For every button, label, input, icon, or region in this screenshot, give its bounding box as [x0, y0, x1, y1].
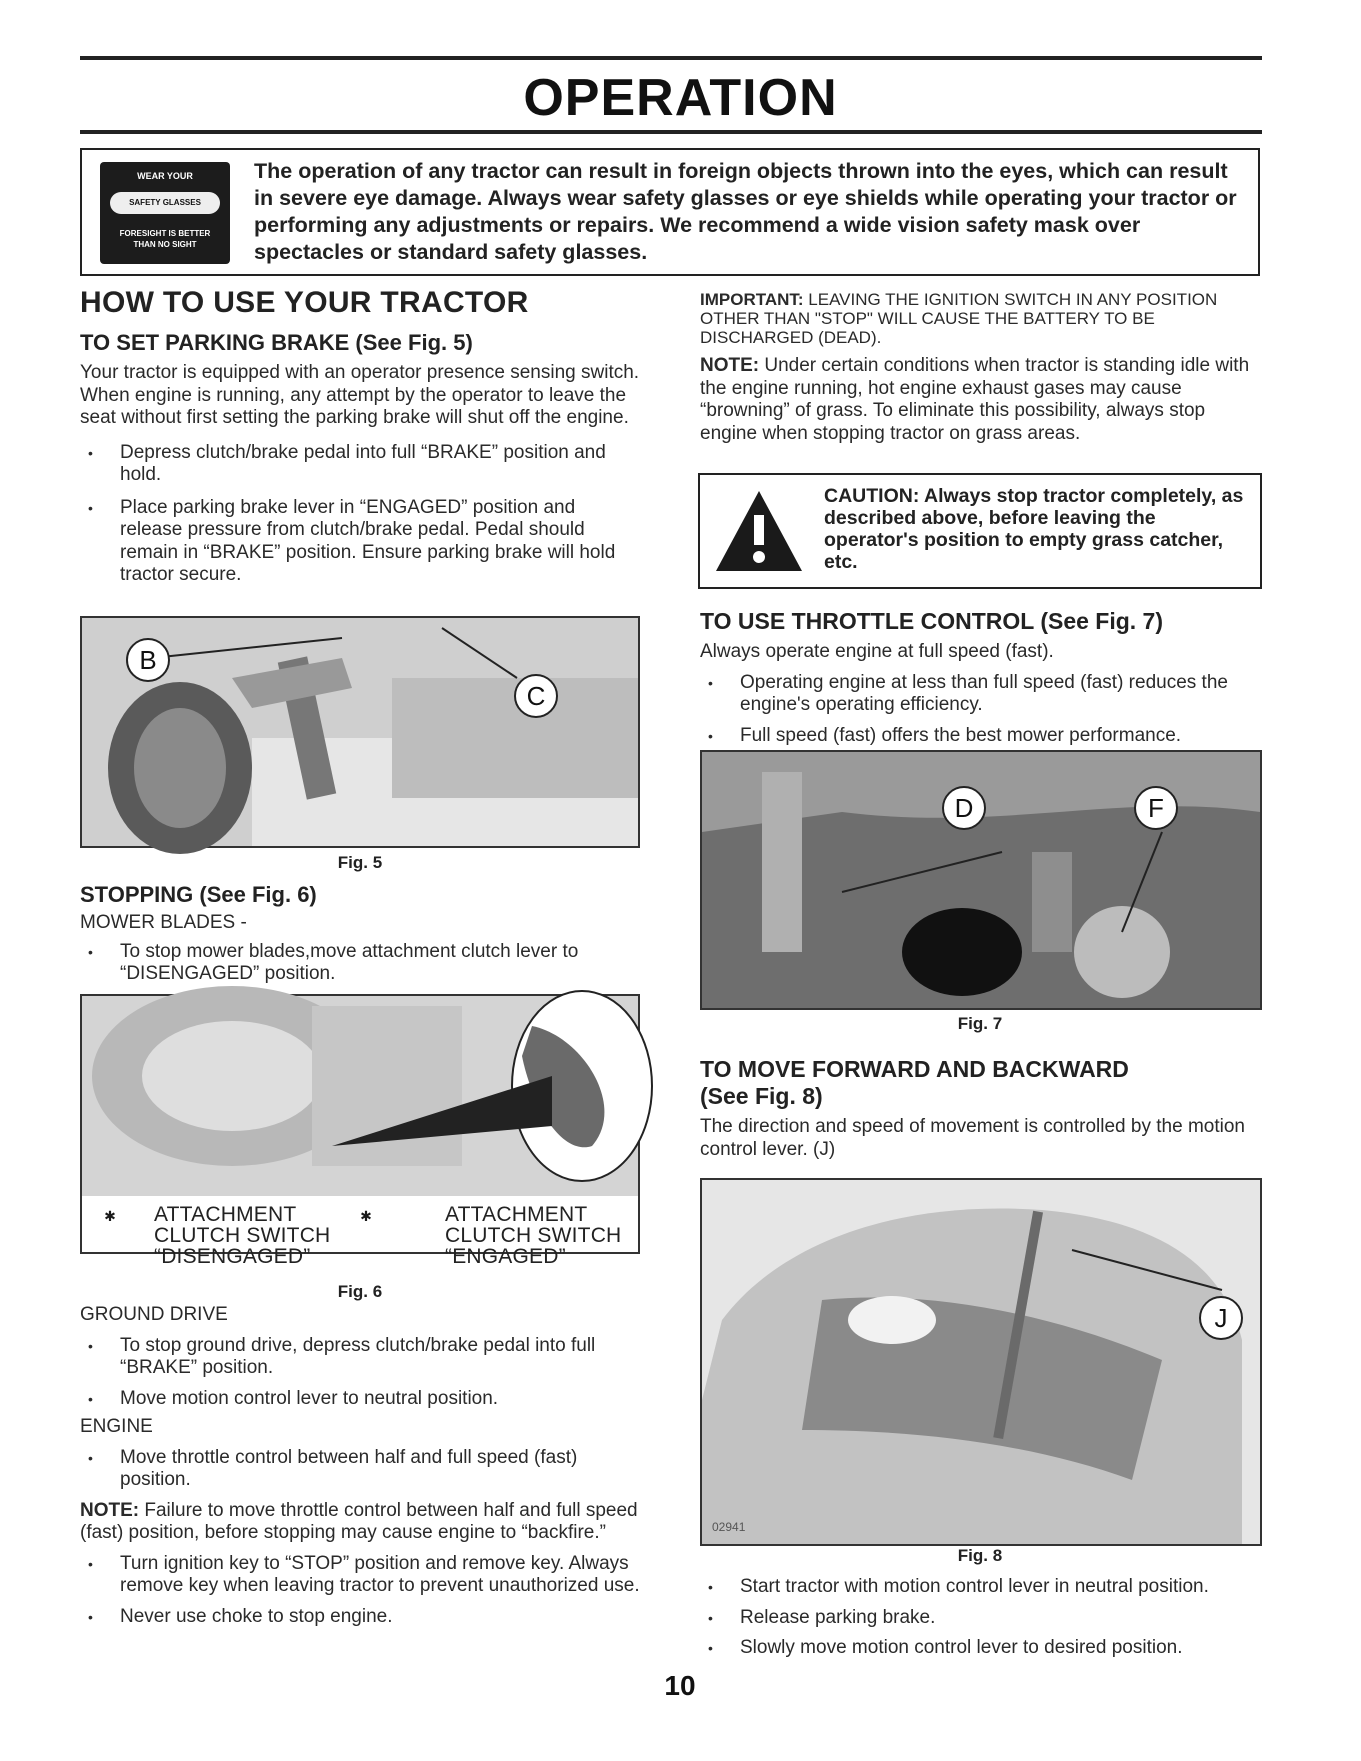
callout-b: B [126, 638, 170, 682]
parking-brake-heading: TO SET PARKING BRAKE (See Fig. 5) [80, 330, 473, 355]
fig8-image [700, 1178, 1262, 1546]
move-heading: TO MOVE FORWARD AND BACKWARD (See Fig. 8) [700, 1056, 1129, 1109]
list-item: • To stop ground drive, depress clutch/brake pedal into full “BRAKE” position. [80, 1335, 640, 1380]
caution-box [698, 473, 1262, 589]
fig6-image [80, 994, 640, 1268]
page-number: 10 [664, 1670, 696, 1701]
caution-text: CAUTION: Always stop tractor completely, as described above, before leaving the operator's position to empty grass catcher, etc. [824, 485, 1244, 573]
clutch-engaged-icon: ✱ [360, 1208, 372, 1224]
top-rule [80, 56, 1262, 60]
list-item: • Release parking brake. [700, 1607, 1262, 1630]
list-item: • Move motion control lever to neutral position. [80, 1388, 640, 1411]
fig6-caption: Fig. 6 [337, 1282, 383, 1301]
ground-engine-section [80, 1304, 640, 1628]
important-note: IMPORTANT: LEAVING THE IGNITION SWITCH IN ANY POSITION OTHER THAN "STOP" WILL CAUSE THE BATTERY TO BE DISCHARGED (DEAD). [700, 290, 1218, 347]
fig7-caption: Fig. 7 [957, 1014, 1003, 1033]
engine-note: NOTE: Failure to move throttle control between half and full speed (fast) position, before stopping may cause engine to “backfire.” [80, 1499, 638, 1543]
list-item: • To stop mower blades,move attachment clutch lever to “DISENGAGED” position. [80, 941, 640, 986]
throttle-control-illustration [702, 752, 1260, 1008]
engine-label: ENGINE [80, 1416, 153, 1437]
figure-id: 02941 [712, 1520, 746, 1534]
throttle-section [700, 608, 1262, 747]
warning-text: The operation of any tractor can result in foreign objects thrown into the eyes, which can result in severe eye damage. Always wear safety glasses or eye shields while operating your tractor or performing any adjustments or repairs. We recommend a wide vision safety mask over spectacles or standard safety glasses. [254, 159, 1237, 264]
stopping-heading: STOPPING (See Fig. 6) [80, 882, 317, 907]
fig5-image [80, 616, 640, 848]
list-item: • Slowly move motion control lever to desired position. [700, 1637, 1262, 1660]
right-column [700, 290, 1262, 445]
list-item: • Move throttle control between half and full speed (fast) position. [80, 1447, 640, 1492]
left-column [80, 286, 640, 587]
title-rule [80, 130, 1262, 134]
fig8-caption: Fig. 8 [957, 1546, 1003, 1565]
list-item: • Start tractor with motion control lever in neutral position. [700, 1576, 1262, 1599]
move-section [700, 1056, 1262, 1161]
switch-label-disengaged: ATTACHMENT CLUTCH SWITCH “DISENGAGED” [154, 1203, 331, 1268]
section-heading: HOW TO USE YOUR TRACTOR [80, 286, 529, 319]
parking-brake-paragraph: Your tractor is equipped with an operator presence sensing switch. When engine is running, any attempt by the operator to leave the seat without first setting the parking brake will shut off the engine. [80, 362, 640, 428]
clutch-switch-illustration [82, 996, 638, 1196]
mower-blades-label: MOWER BLADES - [80, 912, 247, 933]
safety-warning-box [80, 148, 1260, 276]
callout-c: C [514, 674, 558, 718]
stopping-section [80, 882, 640, 986]
move-paragraph: The direction and speed of movement is controlled by the motion control lever. (J) [700, 1116, 1245, 1160]
fig5-caption: Fig. 5 [337, 853, 383, 872]
list-item: • Turn ignition key to “STOP” position and remove key. Always remove key when leaving tractor to prevent unauthorized use. [80, 1553, 640, 1598]
motion-control-illustration [702, 1180, 1260, 1544]
fig7-image [700, 750, 1262, 1010]
callout-d: D [942, 786, 986, 830]
list-item: • Place parking brake lever in “ENGAGED” position and release pressure from clutch/brake pedal. Pedal should remain in “BRAKE” position. Ensure parking brake will hold tractor secure. [80, 497, 640, 587]
throttle-paragraph: Always operate engine at full speed (fast). [700, 641, 1054, 662]
list-item: • Depress clutch/brake pedal into full “BRAKE” position and hold. [80, 442, 640, 487]
switch-label-engaged: ATTACHMENT CLUTCH SWITCH “ENGAGED” [445, 1203, 622, 1268]
safety-glasses-icon: WEAR YOUR SAFETY GLASSES FORESIGHT IS BETTER THAN NO SIGHT [100, 162, 230, 264]
list-item: • Never use choke to stop engine. [80, 1606, 640, 1629]
callout-f: F [1134, 786, 1178, 830]
callout-j: J [1199, 1296, 1243, 1340]
page-title: OPERATION [523, 69, 838, 127]
throttle-heading: TO USE THROTTLE CONTROL (See Fig. 7) [700, 608, 1164, 634]
warning-triangle-icon [714, 489, 804, 573]
browning-note: NOTE: Under certain conditions when tractor is standing idle with the engine running, hot engine exhaust gases may cause “browning” of grass. To eliminate this possibility, always stop engine when stopping tractor on grass areas. [700, 355, 1250, 444]
list-item: • Operating engine at less than full speed (fast) reduces the engine's operating efficiency. [700, 672, 1262, 717]
list-item: • Full speed (fast) offers the best mower performance. [700, 725, 1262, 748]
ground-drive-label: GROUND DRIVE [80, 1304, 228, 1325]
clutch-disengaged-icon: ✱ [104, 1208, 116, 1224]
final-bullets [700, 1576, 1262, 1660]
